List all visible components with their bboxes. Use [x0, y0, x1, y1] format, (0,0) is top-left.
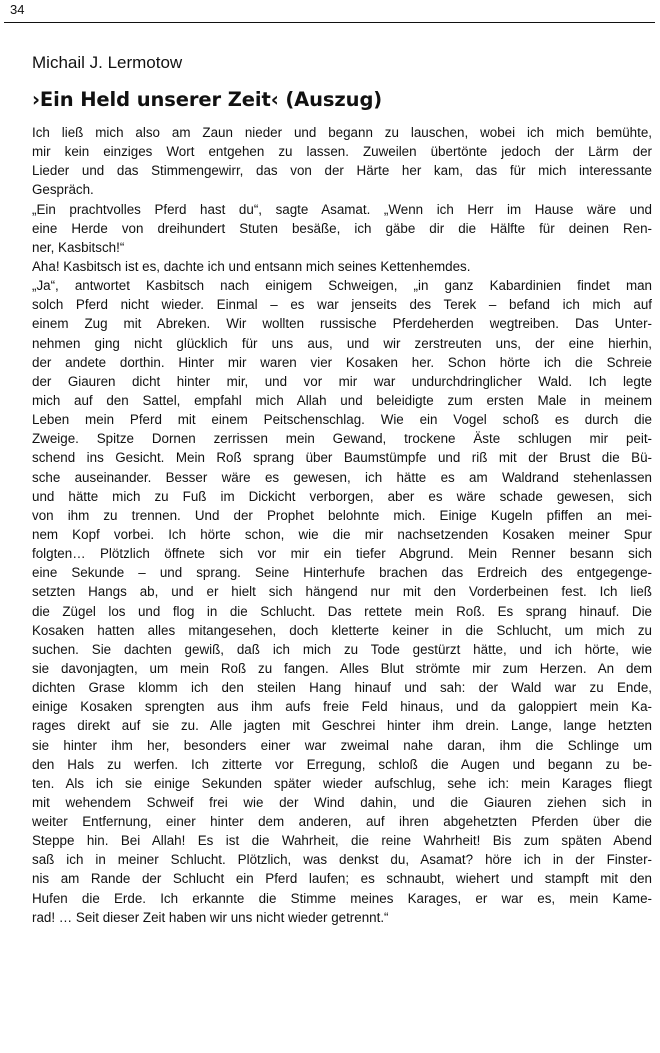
text-line: mich auf den Sattel, empfahl mich Allah und beleidigte zum ersten Male in meinem — [32, 392, 652, 408]
text-line: eine Herde von dreihundert Stuten besäße, ich gäbe dir die Hälfte für deinen Ren- — [32, 220, 652, 236]
text-line: setzten Hangs ab, und er hielt sich hängend nur mit den Vorderbeinen fest. Ich ließ — [32, 584, 652, 600]
text-line: schend ins Gesicht. Mein Roß sprang über Baumstümpfe und riß mit der Brust die Bü- — [32, 450, 652, 466]
text-line: Steppe hin. Bei Allah! Es ist die Wahrheit, die reine Wahrheit! Bis zum späten Abend — [32, 833, 652, 849]
text-line: dichten Grase klomm ich den steilen Hang hinauf und sah: der Wald war zu Ende, — [32, 680, 652, 696]
text-line: ten. Als ich sie einige Sekunden später wieder aufschlug, sehe ich: mein Karages fliegt — [32, 775, 652, 791]
text-line: einem Zug mit Abreken. Wir wollten russische Pferdeherden wegtreiben. Das Unter- — [32, 316, 652, 332]
excerpt-body — [32, 123, 652, 927]
text-line: mit wehendem Schweif frei wie der Wind dahin, und die Giauren ziehen sich in — [32, 794, 652, 810]
text-line: rad! … Seit dieser Zeit haben wir uns nicht wieder getrennt.“ — [32, 909, 389, 925]
text-line: Aha! Kasbitsch ist es, dachte ich und entsann mich seines Kettenhemdes. — [32, 258, 471, 274]
text-line: „Ja“, antwortet Kasbitsch nach einigem Schweigen, „in ganz Kabardinien findet man — [32, 278, 652, 294]
text-line: weiter Entfernung, einer hinter dem anderen, auf ihren abgehetzten Pferden über die — [32, 814, 652, 830]
text-line: nis am Rande der Schlucht ein Pferd laufen; es schnaubt, wiehert und stampft mit den — [32, 871, 652, 887]
text-line: eine Sekunde – und sprang. Seine Hinterhufe brachen das Erdreich des entgegenge- — [32, 565, 652, 581]
text-line: nem Kopf vorbei. Ich hörte schon, wie die mir nachsetzenden Kosaken meiner Spur — [32, 526, 652, 542]
text-line: sche auseinander. Besser wäre es gewesen, ich hätte es am Waldrand stehenlassen — [32, 469, 652, 485]
text-line: ner, Kasbitsch!“ — [32, 239, 125, 255]
text-line: von ihm zu trennen. Und der Prophet belohnte mich. Einige Kugeln pfiffen an mei- — [32, 507, 652, 523]
text-line: Gespräch. — [32, 182, 94, 198]
text-line: den Hals zu werfen. Ich zitterte vor Erregung, schloß die Augen und begann zu be- — [32, 756, 652, 772]
text-line: Ich ließ mich also am Zaun nieder und begann zu lauschen, wobei ich mich bemühte, — [32, 125, 652, 140]
page-number: 34 — [10, 2, 25, 17]
text-line: Lieder und das Stimmengewirr, das von der Härte her kam, das für mich interessante — [32, 163, 652, 179]
text-line: die Zügel los und flog in die Schlucht. Das rettete mein Roß. Es sprang hinauf. Die — [32, 603, 652, 619]
text-line: und hätte mich zu Fuß im Dickicht verborgen, aber es wäre schade gewesen, sich — [32, 488, 652, 504]
text-line: der Giauren dicht hinter mir, und vor mir war undurchdringlicher Wald. Ich legte — [32, 373, 652, 389]
text-line: Hufen die Erde. Ich erkannte die Stimme meines Karages, er war es, mein Kame- — [32, 890, 652, 906]
text-line: einige Kosaken sprengten aus ihm aufs freie Feld hinaus, und da galoppiert mein Ka- — [32, 699, 652, 715]
excerpt-title: ›Ein Held unserer Zeit‹ (Auszug) — [32, 88, 383, 111]
text-line: sie davonjagten, um mein Roß zu fangen. Alles Blut strömte mir zum Herzen. An dem — [32, 660, 652, 676]
author-name: Michail J. Lermotow — [32, 53, 183, 72]
text-line: „Ein prachtvolles Pferd hast du“, sagte Asamat. „Wenn ich Herr im Hause wäre und — [32, 201, 652, 217]
text-line: Leben mein Pferd mit einem Peitschenschlag. Wie ein Vogel schoß es durch die — [32, 412, 652, 428]
text-line: mir kein einziges Wort entgehen zu lassen. Zuweilen übertönte jedoch der Lärm der — [32, 144, 652, 160]
text-line: sie hinter ihm her, besonders einer war zweimal nahe daran, ihm die Schlinge um — [32, 737, 652, 753]
text-line: solch Pferd nicht wieder. Einmal – es war jenseits des Terek – befand ich mich auf — [32, 297, 652, 313]
text-line: rages direkt auf sie zu. Alle jagten mit Geschrei hinter ihm drein. Lange, lange hetzten — [32, 718, 652, 734]
header-rule — [4, 22, 655, 23]
text-line: Zweige. Spitze Dornen zerrissen mein Gewand, trockene Äste schlugen mir peit- — [32, 431, 652, 447]
text-line: saß ich in meiner Schlucht. Plötzlich, was denkst du, Asamat? höre ich in der Finster- — [32, 852, 652, 868]
text-line: folgten… Plötzlich öffnete sich vor mir ein tiefer Abgrund. Mein Renner besann sich — [32, 546, 652, 562]
text-line: suchen. Sie dachten gewiß, daß ich mich zu Tode gestürzt hätte, und ich hörte, wie — [32, 641, 652, 657]
text-line: Kosaken hatten alles mitangesehen, doch kletterte keiner in die Schlucht, um mich zu — [32, 622, 652, 638]
text-line: der andete dorthin. Hinter mir waren vier Kosaken her. Schon hörte ich die Schreie — [32, 354, 652, 370]
text-line: nehmen ging nicht glücklich für uns aus, und wir zerstreuten uns, der eine hierhin, — [32, 335, 652, 351]
